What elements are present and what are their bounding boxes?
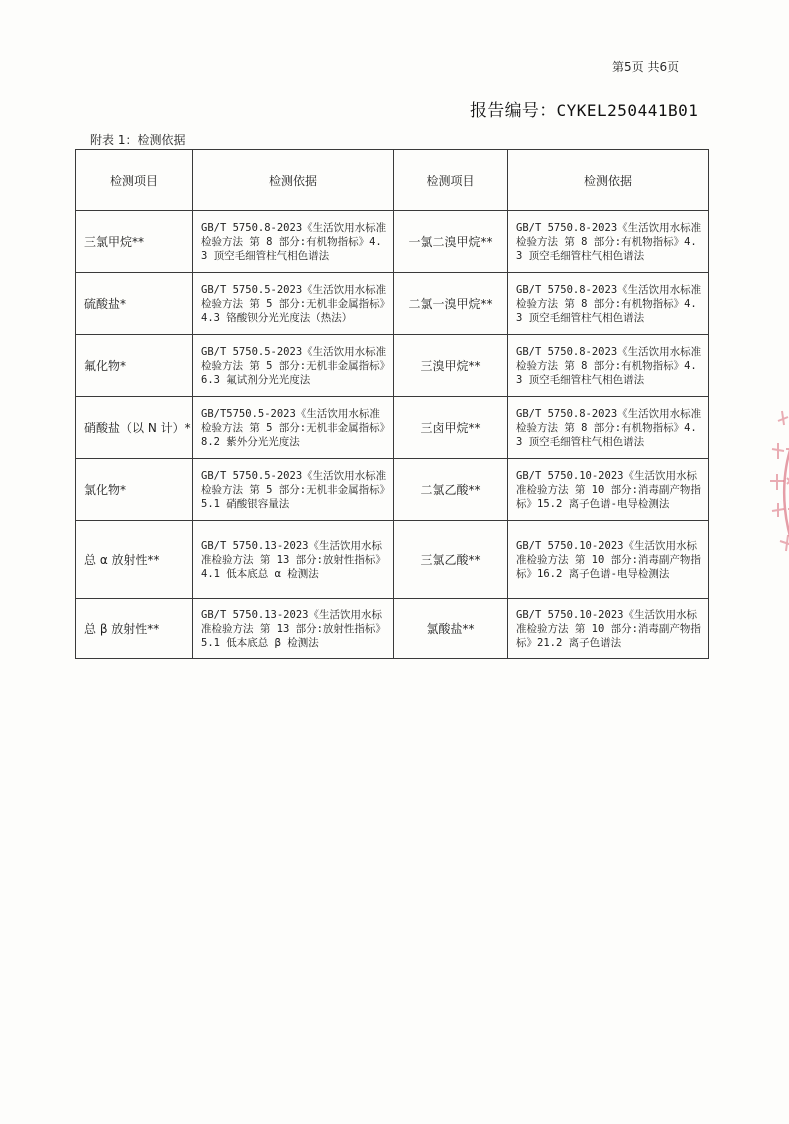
header-item-1: 检测项目 [76, 150, 193, 211]
report-number-value: CYKEL250441B01 [556, 101, 699, 120]
table-cell-method: GB/T 5750.5-2023《生活饮用水标准检验方法 第 5 部分:无机非金属指标》5.1 硝酸银容量法 [193, 459, 394, 521]
table-cell-item: 三卤甲烷** [394, 397, 508, 459]
detection-basis-table [75, 149, 709, 659]
table-row [76, 335, 709, 397]
table-cell-method: GB/T 5750.8-2023《生活饮用水标准检验方法 第 8 部分:有机物指标》4.3 顶空毛细管柱气相色谱法 [508, 335, 709, 397]
seal-glyph-marks [770, 411, 789, 551]
header-method-2: 检测依据 [508, 150, 709, 211]
table-cell-method: GB/T 5750.8-2023《生活饮用水标准检验方法 第 8 部分:有机物指标》4.3 顶空毛细管柱气相色谱法 [193, 211, 394, 273]
table-cell-item: 硝酸盐（以 N 计）* [76, 397, 193, 459]
table-cell-item: 氯化物* [76, 459, 193, 521]
table-cell-method: GB/T 5750.13-2023《生活饮用水标准检验方法 第 13 部分:放射性指标》 4.1 低本底总 α 检测法 [193, 521, 394, 599]
table-cell-item: 二氯一溴甲烷** [394, 273, 508, 335]
table-cell-item: 一氯二溴甲烷** [394, 211, 508, 273]
table-row [76, 599, 709, 659]
header-method-1: 检测依据 [193, 150, 394, 211]
table-cell-item: 二氯乙酸** [394, 459, 508, 521]
table-cell-item: 硫酸盐* [76, 273, 193, 335]
table-cell-item: 氟化物* [76, 335, 193, 397]
table-cell-method: GB/T 5750.8-2023《生活饮用水标准检验方法 第 8 部分:有机物指标》4.3 顶空毛细管柱气相色谱法 [508, 397, 709, 459]
page-indicator: 第5页 共6页 [612, 60, 680, 74]
table-cell-method: GB/T 5750.13-2023《生活饮用水标准检验方法 第 13 部分:放射性指标》5.1 低本底总 β 检测法 [193, 599, 394, 659]
table-cell-method: GB/T 5750.8-2023《生活饮用水标准检验方法 第 8 部分:有机物指标》4.3 顶空毛细管柱气相色谱法 [508, 211, 709, 273]
table-row [76, 273, 709, 335]
table-cell-method: GB/T 5750.8-2023《生活饮用水标准检验方法 第 8 部分:有机物指标》4.3 顶空毛细管柱气相色谱法 [508, 273, 709, 335]
table-caption: 附表 1：检测依据 [90, 133, 186, 147]
table-row [76, 397, 709, 459]
table-cell-item: 三氯乙酸** [394, 521, 508, 599]
header-item-2: 检测项目 [394, 150, 508, 211]
table-cell-method: GB/T 5750.5-2023《生活饮用水标准检验方法 第 5 部分:无机非金属指标》4.3 铬酸钡分光光度法（热法） [193, 273, 394, 335]
report-number [470, 96, 698, 121]
report-number-label: 报告编号： [470, 101, 557, 121]
table-cell-item: 三溴甲烷** [394, 335, 508, 397]
table-cell-method: GB/T 5750.10-2023《生活饮用水标准检验方法 第 10 部分:消毒副产物指标》16.2 离子色谱-电导检测法 [508, 521, 709, 599]
seal-ring-arc [784, 401, 789, 579]
table-cell-method: GB/T5750.5-2023《生活饮用水标准检验方法 第 5 部分:无机非金属指标》8.2 紫外分光光度法 [193, 397, 394, 459]
seal-stamp-fragment [762, 395, 789, 585]
table-row [76, 521, 709, 599]
table-cell-method: GB/T 5750.10-2023《生活饮用水标准检验方法 第 10 部分:消毒副产物指标》15.2 离子色谱-电导检测法 [508, 459, 709, 521]
table-cell-item: 氯酸盐** [394, 599, 508, 659]
table-row [76, 211, 709, 273]
table-cell-method: GB/T 5750.10-2023《生活饮用水标准检验方法 第 10 部分:消毒副产物指标》21.2 离子色谱法 [508, 599, 709, 659]
table-cell-item: 总 α 放射性** [76, 521, 193, 599]
table-cell-item: 三氯甲烷** [76, 211, 193, 273]
table-header-row [76, 150, 709, 211]
table-row [76, 459, 709, 521]
table-cell-method: GB/T 5750.5-2023《生活饮用水标准检验方法 第 5 部分:无机非金属指标》6.3 氟试剂分光光度法 [193, 335, 394, 397]
table-cell-item: 总 β 放射性** [76, 599, 193, 659]
